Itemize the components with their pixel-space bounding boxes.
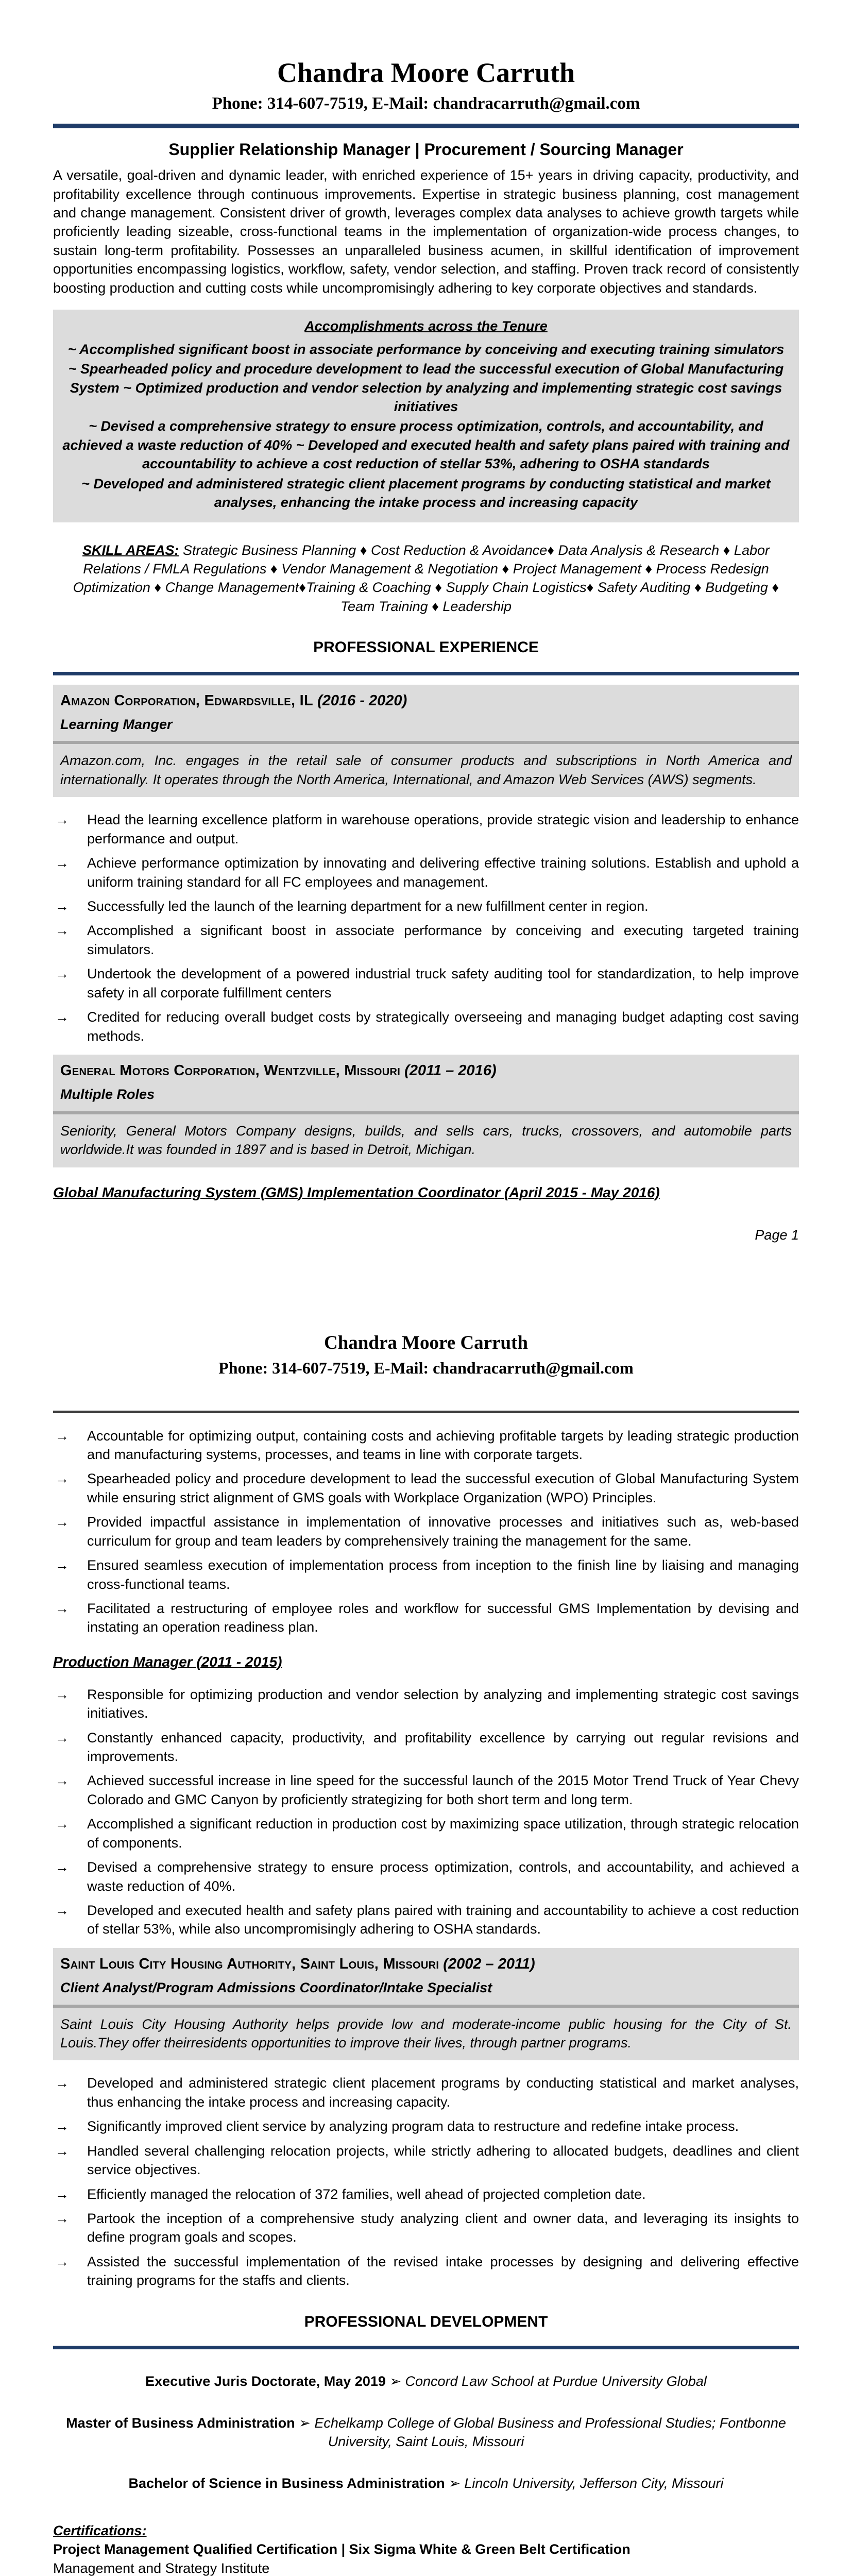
education-school: Concord Law School at Purdue University Global	[405, 2374, 707, 2389]
company-header	[60, 1954, 792, 1974]
bullet-item: → Partook the inception of a comprehensive study analyzing client and owner data, and leveraging its insights to define program goals and scopes.	[53, 2209, 799, 2247]
bullet-item: → Successfully led the launch of the learning department for a new fulfillment center in region.	[53, 897, 799, 916]
bullet-item: → Spearheaded policy and procedure development to lead the successful execution of Global Manufacturing System while ensuring strict alignment of GMS goals with Workplace Organization (WPO) Principles.	[53, 1469, 799, 1507]
bullet-item: → Undertook the development of a powered industrial truck safety auditing tool for standardization, to help improve safety in all corporate fulfillment centers	[53, 964, 799, 1002]
bullet-item: → Achieved successful increase in line speed for the successful launch of the 2015 Motor Trend Truck of Year Chevy Colorado and GMC Canyon by proficiently strategizing for both short term and long term.	[53, 1771, 799, 1809]
page2-contact-line: Phone: 314-607-7519, E-Mail: chandracarruth@gmail.com	[218, 1359, 634, 1378]
arrow-bullet-icon: →	[55, 1903, 69, 1919]
bullet-item: → Accomplished a significant boost in associate performance by conceiving and executing targeted training simulators.	[53, 921, 799, 959]
arrow-bullet-icon: →	[55, 2211, 69, 2226]
bullet-item: → Assisted the successful implementation of the revised intake processes by designing and delivering effective training programs for the staffs and clients.	[53, 2252, 799, 2290]
accomplishment-item: ~ Accomplished significant boost in associate performance by conceiving and executing training simulators	[67, 341, 785, 357]
education-degree: Bachelor of Science in Business Administration	[128, 2475, 445, 2491]
accomplishments-box	[53, 310, 799, 522]
arrow-bullet-icon: →	[55, 1009, 69, 1025]
certifications-block	[53, 2521, 799, 2576]
arrow-bullet-icon: →	[55, 1428, 69, 1444]
company-dates: (2016 - 2020)	[317, 692, 407, 709]
role-heading-production-manager: Production Manager (2011 - 2015)	[53, 1653, 282, 1670]
bullet-item: → Accountable for optimizing output, containing costs and achieving profitable targets by leading strategic production and manufacturing systems, processes, and teams in line with corporate targets.	[53, 1427, 799, 1464]
arrow-bullet-icon: →	[55, 1601, 69, 1616]
arrow-bullet-icon: →	[55, 2143, 69, 2159]
amazon-bullet-list	[53, 810, 799, 1045]
company-name: General Motors Corporation, Wentzville, Missouri	[60, 1062, 401, 1079]
page1-name-title: Chandra Moore Carruth	[277, 57, 575, 88]
arrowhead-icon: ➢	[299, 2415, 311, 2431]
company-header	[60, 1061, 792, 1081]
bullet-item: → Constantly enhanced capacity, productivity, and profitability excellence by carrying out regular revisions and improvements.	[53, 1728, 799, 1766]
arrow-bullet-icon: →	[55, 899, 69, 914]
page1-footer: Page 1	[755, 1227, 799, 1243]
bullet-item: → Provided impactful assistance in implementation of innovative processes and initiatives such as, web-based curriculum for group and team leaders by comprehensively training the management for the same.	[53, 1513, 799, 1550]
company-block-slha	[53, 1948, 799, 2060]
bullet-item: → Accomplished a significant reduction in production cost by maximizing space utilization, through strategic relocation of components.	[53, 1815, 799, 1852]
company-inner-divider	[53, 741, 799, 744]
education-entry	[53, 2474, 799, 2493]
company-role: Multiple Roles	[60, 1087, 155, 1103]
section-divider-rule	[53, 2346, 799, 2349]
experience-section-heading: PROFESSIONAL EXPERIENCE	[313, 639, 539, 656]
certifications-label: Certifications:	[53, 2523, 147, 2538]
bullet-item: → Devised a comprehensive strategy to ensure process optimization, controls, and accountability, and achieved a waste reduction of 40%.	[53, 1858, 799, 1895]
bullet-item: → Facilitated a restructuring of employee roles and workflow for successful GMS Implementation by devising and instating an operation readiness plan.	[53, 1599, 799, 1637]
arrow-bullet-icon: →	[55, 923, 69, 939]
page2-header	[53, 1332, 799, 1413]
bullet-item: → Credited for reducing overall budget costs by strategically overseeing and managing budget adapting cost saving methods.	[53, 1008, 799, 1045]
company-name: Saint Louis City Housing Authority, Saint Louis, Missouri	[60, 1955, 439, 1972]
bullet-item: → Handled several challenging relocation projects, while strictly adhering to allocated budgets, deadlines and client service objectives.	[53, 2142, 799, 2179]
accomplishment-item: ~ Developed and administered strategic client placement programs by conducting statistical and market analyses, enhancing the intake process and increasing capacity	[81, 476, 771, 511]
arrow-bullet-icon: →	[55, 1859, 69, 1875]
certifications-line: Project Management Qualified Certification | Six Sigma White & Green Belt Certification	[53, 2541, 631, 2557]
arrow-bullet-icon: →	[55, 1557, 69, 1573]
education-degree: Executive Juris Doctorate, May 2019	[145, 2374, 386, 2389]
bullet-item: → Achieve performance optimization by innovating and delivering effective training solutions. Establish and uphold a uniform training standard for all FC employees and management.	[53, 854, 799, 891]
company-role: Client Analyst/Program Admissions Coordinator/Intake Specialist	[60, 1980, 492, 1996]
page2-header-divider-rule	[53, 1411, 799, 1413]
company-dates: (2011 – 2016)	[404, 1062, 497, 1079]
company-block-gm	[53, 1055, 799, 1167]
skill-areas-list: Strategic Business Planning ♦ Cost Reduction & Avoidance♦ Data Analysis & Research ♦ Labor Relations / FMLA Regulations ♦ Vendor Management & Negotiation ♦ Project Management ♦ Process Redesign Optimization ♦ Change Management♦Training & Coaching ♦ Supply Chain Logistics♦ Safety Auditing ♦ Budgeting ♦ Team Training ♦ Leadership	[73, 542, 779, 614]
summary-paragraph: A versatile, goal-driven and dynamic leader, with enriched experience of 15+ years in driving capacity, productivity, and profitability excellence through continuous improvements. Expertise in strategic business planning, cost management and change management. Consistent driver of growth, leverages complex data analyses to achieve growth targets while proficiently leading sizeable, cross-functional teams in the implementation of organization-wide process changes, to sustain long-term profitability. Possesses an unparalleled business acumen, in skillful identification of improvement opportunities encompassing logistics, workflow, safety, vendor selection, and staffing. Proven track record of consistently boosting production and cutting costs while uncompromisingly adhering to key corporate objectives and standards.	[53, 167, 799, 296]
bullet-item: → Developed and executed health and safety plans paired with training and accountability to achieve a cost reduction of stellar 53%, while also uncompromisingly adhering to OSHA standards.	[53, 1901, 799, 1939]
arrow-bullet-icon: →	[55, 855, 69, 871]
company-dates: (2002 – 2011)	[443, 1955, 535, 1972]
role-heading-gms-coordinator: Global Manufacturing System (GMS) Implementation Coordinator (April 2015 - May 2016)	[53, 1184, 660, 1200]
company-inner-divider	[53, 1111, 799, 1114]
arrow-bullet-icon: →	[55, 1471, 69, 1487]
header-divider-rule	[53, 124, 799, 128]
arrowhead-icon: ➢	[449, 2475, 461, 2491]
arrow-bullet-icon: →	[55, 1686, 69, 1702]
arrow-bullet-icon: →	[55, 1816, 69, 1832]
company-inner-divider	[53, 2005, 799, 2008]
arrow-bullet-icon: →	[55, 2075, 69, 2091]
accomplishment-item: ~ Devised a comprehensive strategy to ensure process optimization, controls, and accountability, and achieved a waste reduction of 40% ~ Developed and executed health and safety plans paired with training and accountability to achieve a cost reduction of stellar 53%, adhering to OSHA standards	[62, 418, 790, 472]
company-role: Learning Manger	[60, 716, 173, 732]
accomplishment-item: ~ Spearheaded policy and procedure development to lead the successful execution of Global Manufacturing System ~ Optimized production and vendor selection by analyzing and implementing strategic cost savings initiatives	[68, 361, 784, 414]
section-divider-rule	[53, 672, 799, 675]
skill-areas	[63, 541, 789, 616]
company-description: Seniority, General Motors Company designs, builds, and sells cars, trucks, crossovers, and automobile parts worldwide.It was founded in 1897 and is based in Detroit, Michigan.	[60, 1123, 792, 1158]
education-school: Echelkamp College of Global Business and Professional Studies; Fontbonne University, Saint Louis, Missouri	[314, 2415, 786, 2450]
arrow-bullet-icon: →	[55, 812, 69, 828]
company-name: Amazon Corporation, Edwardsville, IL	[60, 692, 314, 709]
bullet-item: → Ensured seamless execution of implementation process from inception to the finish line by liaising and managing cross-functional teams.	[53, 1556, 799, 1594]
accomplishments-title: Accomplishments across the Tenure	[304, 318, 548, 334]
arrow-bullet-icon: →	[55, 2119, 69, 2134]
development-section-heading: PROFESSIONAL DEVELOPMENT	[304, 2313, 548, 2330]
bullet-item: → Head the learning excellence platform in warehouse operations, provide strategic vision and leadership to enhance performance and output.	[53, 810, 799, 848]
arrow-bullet-icon: →	[55, 1514, 69, 1530]
company-header	[60, 691, 792, 711]
certifications-issuer: Management and Strategy Institute	[53, 2560, 270, 2576]
arrow-bullet-icon: →	[55, 1773, 69, 1789]
bullet-item: → Significantly improved client service by analyzing program data to restructure and redefine intake process.	[53, 2117, 799, 2136]
company-description: Saint Louis City Housing Authority helps provide low and moderate-income public housing for the City of St. Louis.They offer theirresidents opportunities to improve their lives, through partner programs.	[60, 2016, 792, 2050]
bullet-item: → Responsible for optimizing production and vendor selection by analyzing and implementing strategic cost savings initiatives.	[53, 1685, 799, 1723]
page1-contact-line: Phone: 314-607-7519, E-Mail: chandracarruth@gmail.com	[212, 94, 640, 113]
page2-name-title: Chandra Moore Carruth	[323, 1332, 528, 1353]
arrow-bullet-icon: →	[55, 1730, 69, 1745]
arrowhead-icon: ➢	[389, 2374, 402, 2389]
education-school: Lincoln University, Jefferson City, Missouri	[464, 2475, 724, 2491]
slha-bullet-list	[53, 2074, 799, 2290]
company-block-amazon	[53, 685, 799, 797]
education-degree: Master of Business Administration	[66, 2415, 295, 2431]
education-entry	[53, 2414, 799, 2451]
bullet-item: → Developed and administered strategic client placement programs by conducting statistical and market analyses, thus enhancing the intake process and increasing capacity.	[53, 2074, 799, 2111]
resume-headline: Supplier Relationship Manager | Procurement / Sourcing Manager	[168, 140, 684, 159]
skill-areas-label: SKILL AREAS:	[82, 542, 179, 558]
arrow-bullet-icon: →	[55, 2253, 69, 2269]
arrow-bullet-icon: →	[55, 2186, 69, 2202]
education-entry	[53, 2372, 799, 2391]
gms-bullet-list	[53, 1427, 799, 1637]
company-description: Amazon.com, Inc. engages in the retail sale of consumer products and subscriptions in North America and internationally. It operates through the North America, International, and Amazon Web Services (AWS) segments.	[60, 753, 792, 787]
bullet-item: → Efficiently managed the relocation of 372 families, well ahead of projected completion date.	[53, 2185, 799, 2204]
production-manager-bullet-list	[53, 1685, 799, 1939]
arrow-bullet-icon: →	[55, 966, 69, 982]
